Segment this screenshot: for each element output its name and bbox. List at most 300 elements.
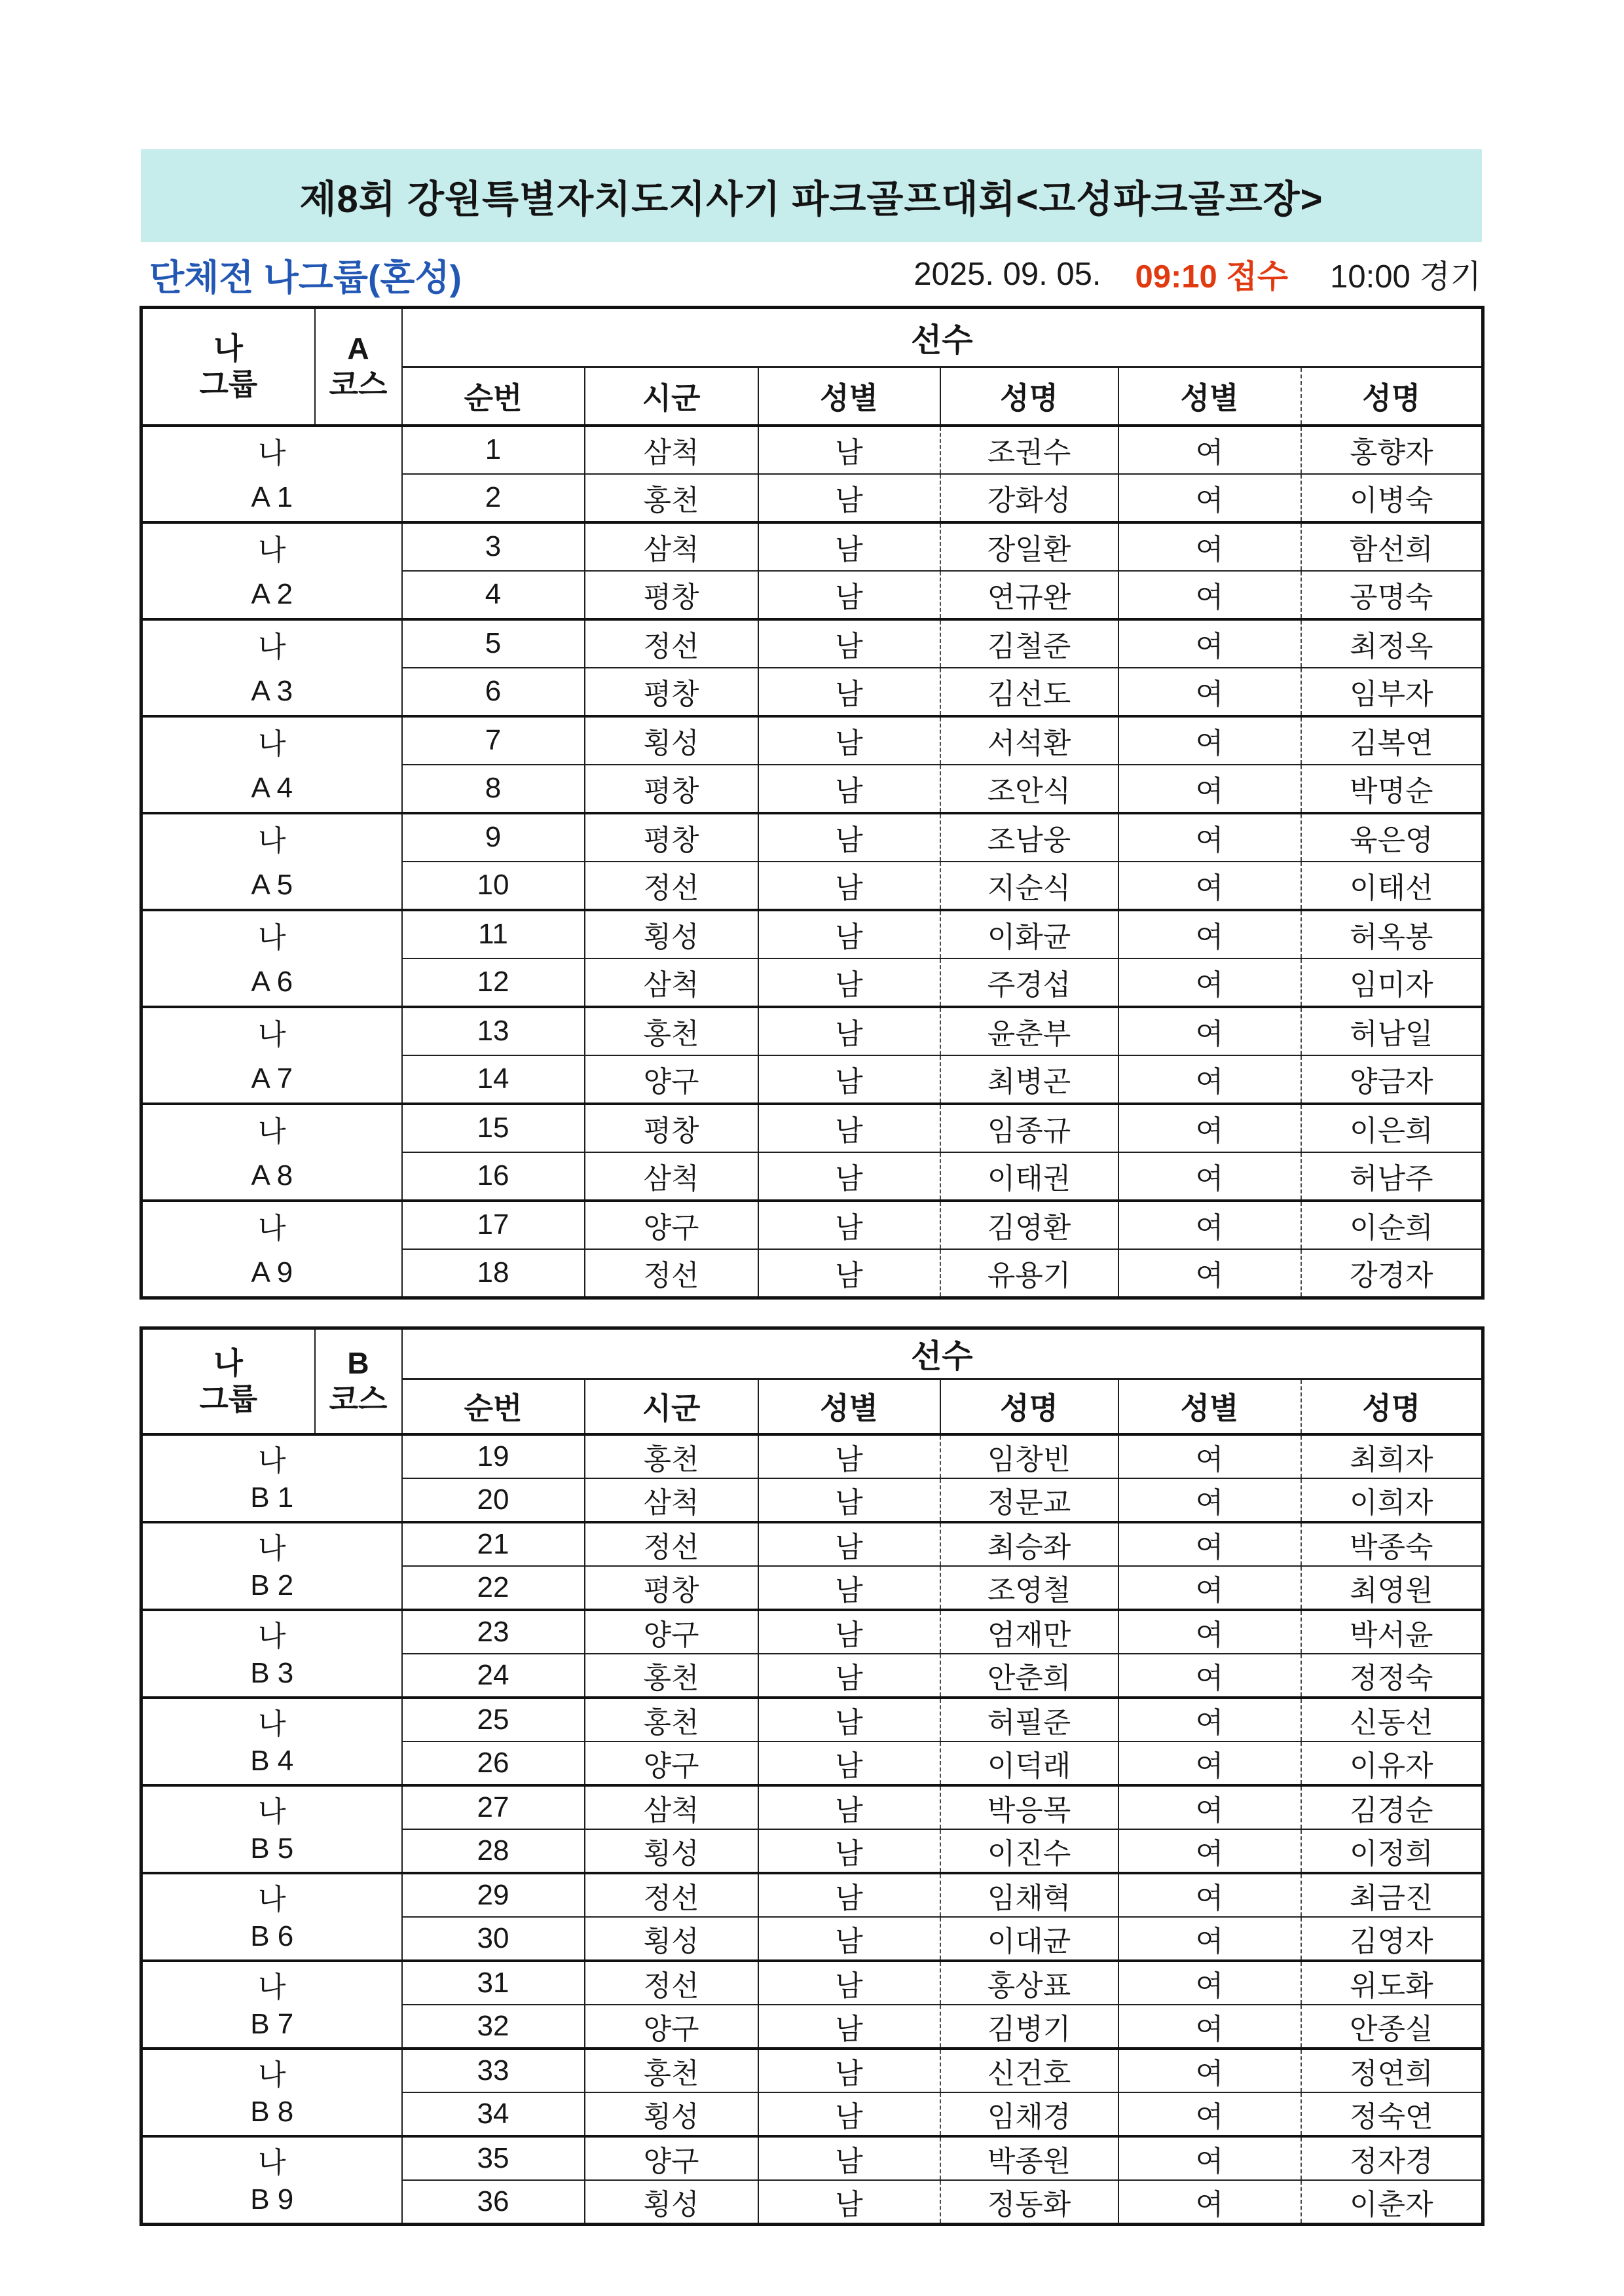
cell-name-m: 이덕래 (940, 1741, 1118, 1785)
cell-name-m: 주경섭 (940, 958, 1118, 1007)
cell-name-f: 이춘자 (1301, 2180, 1483, 2225)
cell-gender-f: 여 (1118, 813, 1301, 862)
cell-gender-m: 남 (758, 1654, 940, 1698)
group-course-cell (141, 1522, 402, 1610)
cell-sigun: 정선 (585, 1249, 758, 1298)
cell-name-m: 이화균 (940, 910, 1118, 958)
cell-sigun: 평창 (585, 1566, 758, 1610)
cell-name-f: 양금자 (1301, 1055, 1483, 1104)
cell-gender-f: 여 (1118, 1434, 1301, 1478)
course-label: B 2 (250, 1569, 294, 1601)
col-header-gender-m: 성별 (758, 367, 940, 426)
table-a-body (141, 426, 1483, 1298)
cell-sigun: 정선 (585, 862, 758, 910)
course-label: A 8 (251, 1159, 293, 1192)
cell-name-m: 윤춘부 (940, 1007, 1118, 1055)
cell-name-f: 이유자 (1301, 1741, 1483, 1785)
player-row (141, 1961, 1483, 2005)
cell-sigun: 횡성 (585, 1917, 758, 1961)
cell-gender-f: 여 (1118, 1152, 1301, 1201)
cell-gender-f: 여 (1118, 1201, 1301, 1249)
group-label: 나 (257, 2059, 286, 2091)
group-label: 나 (257, 1708, 286, 1740)
cell-name-f: 공명숙 (1301, 571, 1483, 619)
cell-name-m: 김철준 (940, 619, 1118, 668)
cell-sigun: 삼척 (585, 522, 758, 571)
cell-gender-m: 남 (758, 1961, 940, 2005)
table-b-body (141, 1434, 1483, 2225)
cell-sigun: 정선 (585, 1961, 758, 2005)
player-row (141, 1434, 1483, 1478)
cell-name-m: 김병기 (940, 2005, 1118, 2049)
col-header-gender-m: 성별 (758, 1379, 940, 1434)
cell-gender-f: 여 (1118, 716, 1301, 765)
cell-name-f: 신동선 (1301, 1698, 1483, 1741)
cell-no: 31 (402, 1961, 585, 2005)
cell-name-m: 유용기 (940, 1249, 1118, 1298)
cell-no: 1 (402, 426, 585, 474)
cell-name-f: 강경자 (1301, 1249, 1483, 1298)
cell-sigun: 횡성 (585, 2180, 758, 2225)
cell-name-f: 함선희 (1301, 522, 1483, 571)
game-time: 10:00 경기 (1330, 259, 1481, 295)
cell-no: 15 (402, 1104, 585, 1152)
player-row (141, 813, 1483, 862)
cell-name-f: 김경순 (1301, 1785, 1483, 1829)
cell-no: 3 (402, 522, 585, 571)
cell-sigun: 홍천 (585, 474, 758, 522)
players-span-header: 선수 (402, 308, 1483, 367)
cell-gender-m: 남 (758, 1055, 940, 1104)
cell-gender-m: 남 (758, 716, 940, 765)
cell-sigun: 정선 (585, 1522, 758, 1566)
player-row (141, 1104, 1483, 1152)
group-label: 나 (257, 1018, 286, 1051)
player-row (141, 1201, 1483, 1249)
cell-name-m: 박종원 (940, 2136, 1118, 2180)
cell-name-m: 안춘희 (940, 1654, 1118, 1698)
cell-name-f: 정정숙 (1301, 1654, 1483, 1698)
cell-gender-f: 여 (1118, 1741, 1301, 1785)
group-label: 나 (257, 1620, 286, 1652)
group-header-line1: 나 (213, 331, 243, 365)
course-label: A 6 (251, 965, 293, 998)
player-row (141, 426, 1483, 474)
cell-sigun: 양구 (585, 1741, 758, 1785)
group-label: 나 (257, 824, 286, 857)
cell-name-m: 김선도 (940, 668, 1118, 716)
cell-name-m: 이대균 (940, 1917, 1118, 1961)
cell-name-m: 조영철 (940, 1566, 1118, 1610)
group-label: 나 (257, 630, 286, 663)
cell-sigun: 횡성 (585, 1829, 758, 1873)
table-a-header (141, 308, 1483, 426)
cell-name-m: 연규완 (940, 571, 1118, 619)
cell-gender-m: 남 (758, 2005, 940, 2049)
group-header-line2: 그룹 (199, 367, 258, 401)
cell-name-m: 이진수 (940, 1829, 1118, 1873)
cell-gender-f: 여 (1118, 910, 1301, 958)
course-header-line2: 코스 (329, 367, 388, 401)
cell-no: 19 (402, 1434, 585, 1478)
group-course-cell (141, 910, 402, 1007)
cell-gender-f: 여 (1118, 1478, 1301, 1522)
cell-name-m: 조안식 (940, 765, 1118, 813)
cell-gender-f: 여 (1118, 1610, 1301, 1654)
group-course-cell (141, 1785, 402, 1873)
cell-name-f: 이순희 (1301, 1201, 1483, 1249)
group-label: 나 (257, 534, 286, 566)
cell-name-m: 엄재만 (940, 1610, 1118, 1654)
cell-sigun: 삼척 (585, 958, 758, 1007)
cell-sigun: 홍천 (585, 2049, 758, 2092)
course-label: B 7 (250, 2008, 294, 2040)
course-column-header (315, 1328, 402, 1434)
cell-name-f: 최희자 (1301, 1434, 1483, 1478)
cell-gender-f: 여 (1118, 1055, 1301, 1104)
cell-gender-m: 남 (758, 765, 940, 813)
cell-sigun: 홍천 (585, 1434, 758, 1478)
group-course-cell (141, 426, 402, 522)
col-header-name-f: 성명 (1301, 1379, 1483, 1434)
col-header-name-m: 성명 (940, 1379, 1118, 1434)
course-label: B 5 (250, 1832, 294, 1865)
cell-gender-f: 여 (1118, 2092, 1301, 2136)
subheader-row (149, 247, 1481, 301)
cell-name-f: 박서윤 (1301, 1610, 1483, 1654)
cell-name-m: 허필준 (940, 1698, 1118, 1741)
cell-no: 24 (402, 1654, 585, 1698)
cell-name-m: 홍상표 (940, 1961, 1118, 2005)
cell-name-f: 허남주 (1301, 1152, 1483, 1201)
course-header-line2: 코스 (329, 1381, 388, 1416)
player-row (141, 1785, 1483, 1829)
cell-no: 17 (402, 1201, 585, 1249)
cell-name-f: 이정희 (1301, 1829, 1483, 1873)
cell-gender-m: 남 (758, 1522, 940, 1566)
player-row (141, 716, 1483, 765)
roster-table-b-course (139, 1326, 1485, 2226)
cell-no: 35 (402, 2136, 585, 2180)
course-label: B 9 (250, 2183, 294, 2215)
cell-gender-m: 남 (758, 1434, 940, 1478)
cell-name-f: 이태선 (1301, 862, 1483, 910)
cell-name-m: 임채혁 (940, 1873, 1118, 1917)
course-label: A 7 (251, 1062, 293, 1095)
cell-gender-f: 여 (1118, 1829, 1301, 1873)
cell-gender-m: 남 (758, 1741, 940, 1785)
cell-gender-m: 남 (758, 1152, 940, 1201)
group-course-cell (141, 522, 402, 619)
cell-gender-m: 남 (758, 813, 940, 862)
cell-sigun: 양구 (585, 2136, 758, 2180)
player-row (141, 1522, 1483, 1566)
group-label: 나 (257, 1212, 286, 1245)
col-header-sigun: 시군 (585, 367, 758, 426)
cell-gender-f: 여 (1118, 522, 1301, 571)
cell-no: 30 (402, 1917, 585, 1961)
player-row (141, 910, 1483, 958)
cell-gender-f: 여 (1118, 668, 1301, 716)
cell-no: 22 (402, 1566, 585, 1610)
cell-sigun: 양구 (585, 1201, 758, 1249)
cell-no: 7 (402, 716, 585, 765)
player-row (141, 522, 1483, 571)
group-course-cell (141, 1007, 402, 1104)
cell-gender-m: 남 (758, 1478, 940, 1522)
cell-gender-f: 여 (1118, 2136, 1301, 2180)
cell-name-m: 지순식 (940, 862, 1118, 910)
cell-no: 12 (402, 958, 585, 1007)
cell-gender-f: 여 (1118, 1522, 1301, 1566)
cell-sigun: 평창 (585, 1104, 758, 1152)
col-header-no: 순번 (402, 1379, 585, 1434)
roster-table-a-course (139, 306, 1485, 1300)
cell-name-f: 박종숙 (1301, 1522, 1483, 1566)
cell-gender-m: 남 (758, 571, 940, 619)
cell-name-f: 김영자 (1301, 1917, 1483, 1961)
cell-gender-m: 남 (758, 2180, 940, 2225)
cell-name-m: 장일환 (940, 522, 1118, 571)
cell-sigun: 삼척 (585, 1478, 758, 1522)
cell-no: 13 (402, 1007, 585, 1055)
cell-sigun: 평창 (585, 765, 758, 813)
cell-no: 18 (402, 1249, 585, 1298)
cell-gender-m: 남 (758, 1873, 940, 1917)
cell-gender-m: 남 (758, 1201, 940, 1249)
cell-gender-m: 남 (758, 668, 940, 716)
cell-sigun: 양구 (585, 2005, 758, 2049)
group-label: 나 (257, 1796, 286, 1828)
group-course-cell (141, 619, 402, 716)
cell-name-m: 조권수 (940, 426, 1118, 474)
cell-sigun: 평창 (585, 813, 758, 862)
cell-name-m: 정동화 (940, 2180, 1118, 2225)
cell-no: 27 (402, 1785, 585, 1829)
course-header-line1: A (347, 331, 369, 365)
cell-gender-m: 남 (758, 1104, 940, 1152)
cell-name-f: 박명순 (1301, 765, 1483, 813)
cell-no: 20 (402, 1478, 585, 1522)
course-label: A 9 (251, 1256, 293, 1288)
cell-name-f: 위도화 (1301, 1961, 1483, 2005)
cell-gender-m: 남 (758, 1610, 940, 1654)
group-label: 나 (257, 1971, 286, 2003)
col-header-sigun: 시군 (585, 1379, 758, 1434)
col-header-name-f: 성명 (1301, 367, 1483, 426)
cell-name-f: 이은희 (1301, 1104, 1483, 1152)
player-row (141, 1610, 1483, 1654)
cell-sigun: 홍천 (585, 1698, 758, 1741)
group-label: 나 (257, 1445, 286, 1477)
cell-gender-f: 여 (1118, 1007, 1301, 1055)
table-b-header (141, 1328, 1483, 1434)
cell-gender-f: 여 (1118, 619, 1301, 668)
cell-gender-f: 여 (1118, 1698, 1301, 1741)
cell-name-f: 허남일 (1301, 1007, 1483, 1055)
cell-name-m: 임종규 (940, 1104, 1118, 1152)
group-label: 나 (257, 2147, 286, 2179)
cell-name-f: 허옥봉 (1301, 910, 1483, 958)
cell-gender-f: 여 (1118, 1104, 1301, 1152)
cell-name-f: 정숙연 (1301, 2092, 1483, 2136)
cell-name-m: 정문교 (940, 1478, 1118, 1522)
cell-no: 29 (402, 1873, 585, 1917)
group-course-cell (141, 1104, 402, 1201)
group-column-header (141, 308, 315, 426)
cell-name-m: 임창빈 (940, 1434, 1118, 1478)
cell-name-f: 정연희 (1301, 2049, 1483, 2092)
group-course-cell (141, 2136, 402, 2225)
course-label: B 4 (250, 1745, 294, 1777)
cell-no: 4 (402, 571, 585, 619)
col-header-no: 순번 (402, 367, 585, 426)
cell-gender-f: 여 (1118, 862, 1301, 910)
cell-no: 25 (402, 1698, 585, 1741)
player-row (141, 1007, 1483, 1055)
course-label: A 3 (251, 674, 293, 707)
cell-sigun: 정선 (585, 619, 758, 668)
group-label: 나 (257, 727, 286, 760)
group-label: 나 (257, 921, 286, 954)
cell-no: 36 (402, 2180, 585, 2225)
course-label: B 3 (250, 1657, 294, 1689)
cell-sigun: 양구 (585, 1055, 758, 1104)
cell-gender-m: 남 (758, 1566, 940, 1610)
course-label: A 2 (251, 577, 293, 610)
cell-gender-f: 여 (1118, 765, 1301, 813)
cell-gender-f: 여 (1118, 1249, 1301, 1298)
group-column-header (141, 1328, 315, 1434)
page-title: 제8회 강원특별자치도지사기 파크골프대회<고성파크골프장> (299, 178, 1323, 221)
cell-no: 5 (402, 619, 585, 668)
group-header-line2: 그룹 (199, 1381, 258, 1416)
cell-gender-m: 남 (758, 1698, 940, 1741)
cell-gender-m: 남 (758, 426, 940, 474)
cell-gender-m: 남 (758, 619, 940, 668)
cell-name-f: 안종실 (1301, 2005, 1483, 2049)
cell-name-m: 서석환 (940, 716, 1118, 765)
course-header-line1: B (347, 1345, 369, 1380)
cell-name-m: 강화성 (940, 474, 1118, 522)
cell-name-f: 임부자 (1301, 668, 1483, 716)
group-course-cell (141, 1873, 402, 1961)
course-column-header (315, 308, 402, 426)
cell-no: 9 (402, 813, 585, 862)
cell-sigun: 횡성 (585, 2092, 758, 2136)
player-row (141, 1698, 1483, 1741)
cell-name-f: 이희자 (1301, 1478, 1483, 1522)
cell-gender-m: 남 (758, 1249, 940, 1298)
cell-gender-f: 여 (1118, 1654, 1301, 1698)
cell-sigun: 삼척 (585, 1785, 758, 1829)
player-row (141, 619, 1483, 668)
course-label: A 5 (251, 868, 293, 901)
cell-no: 10 (402, 862, 585, 910)
group-course-cell (141, 813, 402, 910)
group-course-cell (141, 716, 402, 813)
cell-gender-f: 여 (1118, 2049, 1301, 2092)
cell-gender-m: 남 (758, 474, 940, 522)
cell-gender-f: 여 (1118, 1873, 1301, 1917)
group-label: 나 (257, 1884, 286, 1916)
cell-sigun: 평창 (585, 668, 758, 716)
schedule-text (913, 251, 1481, 297)
course-label: A 1 (251, 481, 293, 513)
cell-no: 6 (402, 668, 585, 716)
cell-sigun: 홍천 (585, 1654, 758, 1698)
cell-sigun: 삼척 (585, 1152, 758, 1201)
cell-name-f: 이병숙 (1301, 474, 1483, 522)
cell-gender-m: 남 (758, 1785, 940, 1829)
course-label: B 1 (250, 1482, 294, 1514)
cell-name-m: 신건호 (940, 2049, 1118, 2092)
cell-no: 2 (402, 474, 585, 522)
title-banner (141, 149, 1482, 242)
col-header-gender-f: 성별 (1118, 367, 1301, 426)
cell-name-m: 조남웅 (940, 813, 1118, 862)
player-row (141, 2049, 1483, 2092)
cell-gender-m: 남 (758, 1007, 940, 1055)
cell-no: 21 (402, 1522, 585, 1566)
cell-gender-m: 남 (758, 522, 940, 571)
course-label: B 6 (250, 1920, 294, 1952)
cell-name-m: 임채경 (940, 2092, 1118, 2136)
cell-name-m: 박응목 (940, 1785, 1118, 1829)
cell-no: 14 (402, 1055, 585, 1104)
cell-name-f: 임미자 (1301, 958, 1483, 1007)
cell-no: 23 (402, 1610, 585, 1654)
cell-gender-m: 남 (758, 862, 940, 910)
cell-name-f: 육은영 (1301, 813, 1483, 862)
cell-gender-m: 남 (758, 1917, 940, 1961)
cell-sigun: 삼척 (585, 426, 758, 474)
cell-sigun: 횡성 (585, 910, 758, 958)
cell-gender-m: 남 (758, 2049, 940, 2092)
cell-sigun: 평창 (585, 571, 758, 619)
cell-no: 26 (402, 1741, 585, 1785)
players-span-header: 선수 (402, 1328, 1483, 1379)
col-header-gender-f: 성별 (1118, 1379, 1301, 1434)
cell-sigun: 양구 (585, 1610, 758, 1654)
cell-name-f: 홍향자 (1301, 426, 1483, 474)
cell-no: 34 (402, 2092, 585, 2136)
cell-sigun: 횡성 (585, 716, 758, 765)
event-date: 2025. 09. 05. (913, 257, 1101, 292)
cell-no: 8 (402, 765, 585, 813)
group-course-cell (141, 2049, 402, 2136)
course-label: B 8 (250, 2096, 294, 2128)
player-row (141, 2136, 1483, 2180)
cell-gender-f: 여 (1118, 1566, 1301, 1610)
cell-name-m: 최승좌 (940, 1522, 1118, 1566)
cell-gender-f: 여 (1118, 2180, 1301, 2225)
group-course-cell (141, 1961, 402, 2049)
cell-name-m: 최병곤 (940, 1055, 1118, 1104)
col-header-name-m: 성명 (940, 367, 1118, 426)
group-subtitle: 단체전 나그룹(혼성) (149, 257, 462, 298)
cell-name-f: 정자경 (1301, 2136, 1483, 2180)
cell-gender-m: 남 (758, 910, 940, 958)
cell-no: 33 (402, 2049, 585, 2092)
group-course-cell (141, 1434, 402, 1522)
cell-no: 11 (402, 910, 585, 958)
cell-no: 32 (402, 2005, 585, 2049)
cell-gender-f: 여 (1118, 1785, 1301, 1829)
cell-sigun: 정선 (585, 1873, 758, 1917)
group-course-cell (141, 1610, 402, 1698)
player-row (141, 1873, 1483, 1917)
